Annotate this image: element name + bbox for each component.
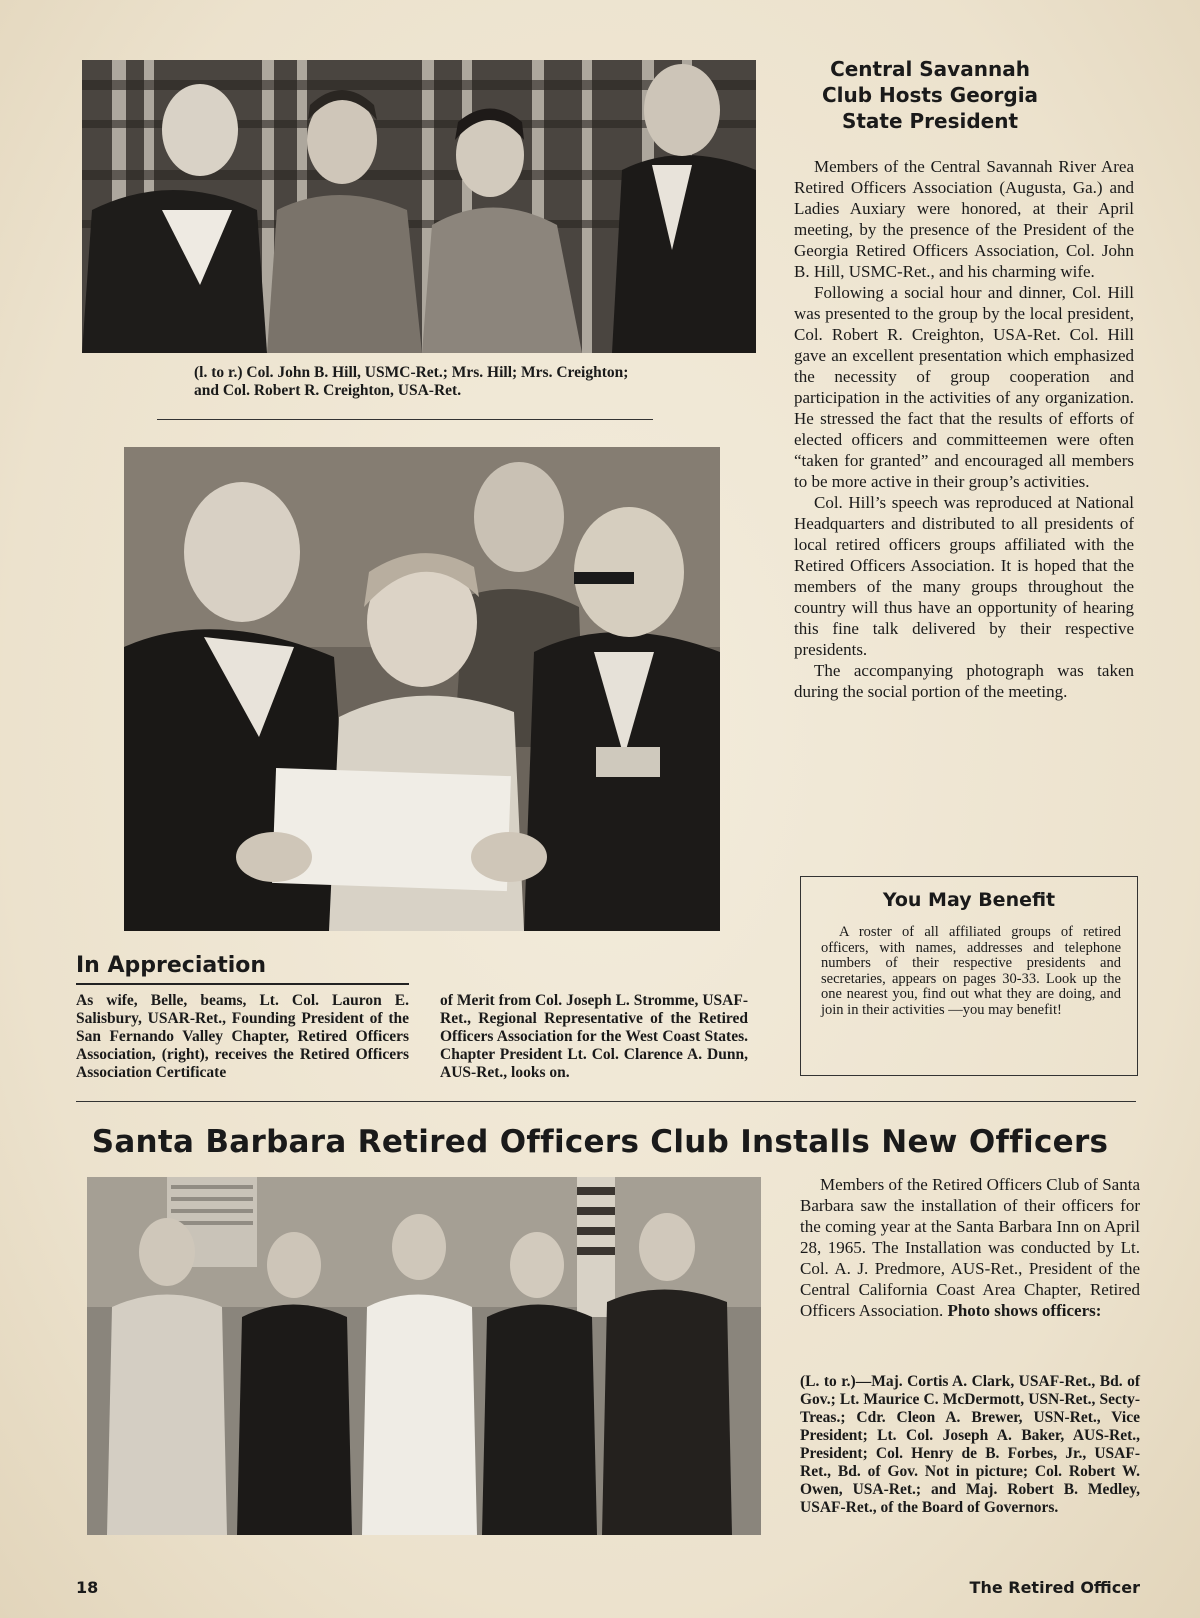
santa-paragraph-text: Members of the Retired Officers Club of Santa Barbara saw the installation of their officers for the coming year at the Santa Barbara Inn on April 28, 1965. The Installation was conducted by Lt. Col. A. J. Predmore, AUS-Ret., President of the Central California Coast Area Chapter, Retired Officers Association. xyxy=(800,1175,1140,1320)
heading-central-line2: Club Hosts Georgia xyxy=(821,83,1039,107)
santa-barbara-caption: (L. to r.)—Maj. Cortis A. Clark, USAF-Ret., Bd. of Gov.; Lt. Maurice C. McDermott, USN-Ret., Secty-Treas.; Cdr. Cleon A. Brewer, USN-Ret., Vice President; Lt. Col. Joseph A. Baker, AUS-Ret., President; Col. Henry de B. Forbes, Jr., USAF-Ret., Bd. of Gov. Not in picture; Col. Robert W. Owen, USA-Ret.; and Maj. Robert B. Medley, USAF-Ret., of the Board of Governors. xyxy=(800,1373,1140,1516)
photo-hill-creighton xyxy=(82,60,756,353)
central-paragraph-4: The accompanying photograph was taken during the social portion of the meeting. xyxy=(794,661,1134,701)
central-savannah-article xyxy=(794,156,1134,702)
heading-central-savannah xyxy=(810,56,1050,134)
heading-santa-barbara: Santa Barbara Retired Officers Club Installs New Officers xyxy=(91,1124,1109,1160)
divider-appreciation xyxy=(76,983,409,985)
photo-hill-caption: (l. to r.) Col. John B. Hill, USMC-Ret.; Mrs. Hill; Mrs. Creighton; and Col. Robert R. Creighton, USA-Ret. xyxy=(194,364,629,399)
heading-in-appreciation: In Appreciation xyxy=(76,953,267,978)
appreciation-caption-col1: As wife, Belle, beams, Lt. Col. Lauron E. Salisbury, USAR-Ret., Founding President of the San Fernando Valley Chapter, Retired Officers Association, (right), receives the Retired Officers Association Certificate xyxy=(76,992,409,1081)
divider-section xyxy=(76,1101,1136,1102)
santa-paragraph xyxy=(800,1174,1140,1321)
page-number: 18 xyxy=(76,1578,99,1597)
benefit-box xyxy=(800,876,1138,1076)
heading-central-line1: Central Savannah xyxy=(830,57,1030,81)
heading-central-line3: State President xyxy=(841,109,1019,133)
benefit-box-title: You May Benefit xyxy=(882,889,1056,911)
divider-top xyxy=(157,419,653,420)
santa-barbara-article xyxy=(800,1174,1140,1321)
santa-photo-label: Photo shows officers: xyxy=(947,1301,1102,1320)
photo-santa-barbara xyxy=(87,1177,761,1535)
central-paragraph-3: Col. Hill’s speech was reproduced at National Headquarters and distributed to all presidents of local retired officers groups affiliated with the Retired Officers Association. It is hoped that the members of the many groups throughout the country will thus have an opportunity of hearing this fine talk delivered by their respective presidents. xyxy=(794,493,1134,659)
magazine-name: The Retired Officer xyxy=(969,1578,1140,1597)
appreciation-caption-col2: of Merit from Col. Joseph L. Stromme, USAF-Ret., Regional Representative of the Retired Officers Association for the West Coast States. Chapter President Lt. Col. Clarence A. Dunn, AUS-Ret., looks on. xyxy=(440,992,748,1081)
central-paragraph-2: Following a social hour and dinner, Col. Hill was presented to the group by the local president, Col. Robert R. Creighton, USA-Ret. Col. Hill gave an excellent presentation which emphasized the necessity of group cooperation and participation in the activities of any organization. He stressed the fact that the results of efforts of elected officers and committeemen were often “taken for granted” and encouraged all members to be more active in their group’s activities. xyxy=(794,283,1134,491)
benefit-box-text: A roster of all affiliated groups of retired officers, with names, addresses and telephone numbers of their respective presidents and secretaries, appears on pages 30-33. Look up the one nearest you, find out what they are doing, and join in their activities —you may benefit! xyxy=(821,924,1121,1018)
photo-appreciation xyxy=(124,447,720,931)
central-paragraph-1: Members of the Central Savannah River Area Retired Officers Association (Augusta, Ga.) and Ladies Auxiary were honored, at their April meeting, by the presence of the President of the Georgia Retired Officers Association, Col. John B. Hill, USMC-Ret., and his charming wife. xyxy=(794,157,1134,281)
